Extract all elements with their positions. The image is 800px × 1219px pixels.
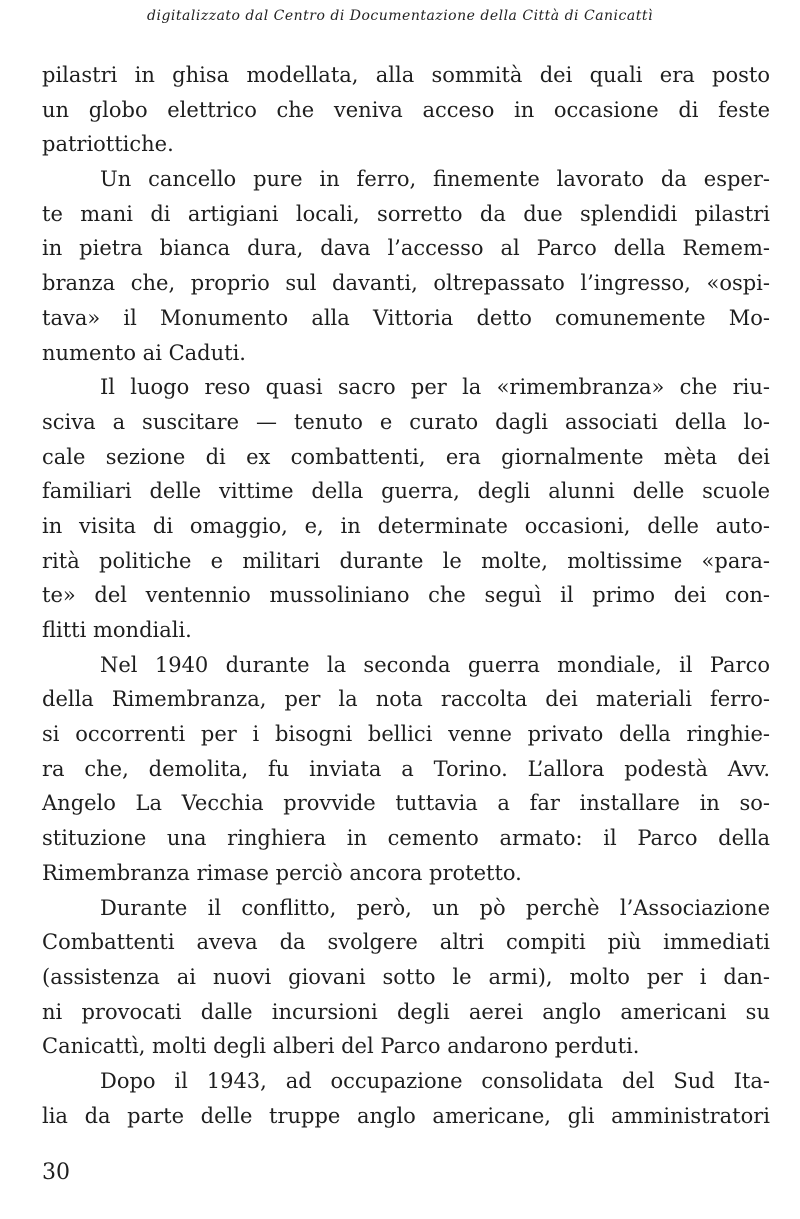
text-line: cale sezione di ex combattenti, era giornalmente mèta dei (42, 444, 770, 469)
text-line: lia da parte delle truppe anglo americane, gli amministratori (42, 1103, 770, 1128)
page-number: 30 (42, 1160, 70, 1185)
text-line: branza che, proprio sul davanti, oltrepassato l’ingresso, «ospi- (42, 271, 770, 296)
text-line: Durante il conflitto, però, un pò perchè l’Associazione (100, 895, 770, 920)
text-line: sciva a suscitare — tenuto e curato dagli associati della lo- (42, 409, 770, 434)
text-line: Un cancello pure in ferro, finemente lavorato da esper- (100, 167, 770, 192)
paragraph (42, 1064, 770, 1133)
paragraph (42, 162, 770, 370)
text-line: Rimembranza rimase perciò ancora protetto. (42, 860, 522, 885)
text-line: (assistenza ai nuovi giovani sotto le armi), molto per i dan- (42, 964, 770, 989)
text-line: si occorrenti per i bisogni bellici venne privato della ringhie- (42, 722, 770, 747)
text-line: in pietra bianca dura, dava l’accesso al Parco della Remem- (42, 236, 770, 261)
text-line: Dopo il 1943, ad occupazione consolidata del Sud Ita- (100, 1068, 770, 1093)
text-line: ni provocati dalle incursioni degli aerei anglo americani su (42, 999, 770, 1024)
text-line: Nel 1940 durante la seconda guerra mondiale, il Parco (100, 652, 770, 677)
text-line: Combattenti aveva da svolgere altri compiti più immediati (42, 930, 770, 955)
paragraph (42, 648, 770, 891)
text-line: un globo elettrico che veniva acceso in occasione di feste (42, 97, 770, 122)
text-line: rità politiche e militari durante le molte, moltissime «para- (42, 548, 770, 573)
text-line: Il luogo reso quasi sacro per la «rimembranza» che riu- (100, 375, 770, 400)
digitization-watermark: digitalizzato dal Centro di Documentazione della Città di Canicattì (147, 8, 653, 24)
text-line: Canicattì, molti degli alberi del Parco andarono perduti. (42, 1034, 640, 1059)
text-line: patriottiche. (42, 132, 174, 157)
text-line: stituzione una ringhiera in cemento armato: il Parco della (42, 826, 770, 851)
paragraph (42, 891, 770, 1064)
text-line: in visita di omaggio, e, in determinate occasioni, delle auto- (42, 513, 770, 538)
text-line: familiari delle vittime della guerra, degli alunni delle scuole (42, 479, 770, 504)
text-line: te mani di artigiani locali, sorretto da due splendidi pilastri (42, 201, 770, 226)
text-line: numento ai Caduti. (42, 340, 246, 365)
text-line: ra che, demolita, fu inviata a Torino. L’allora podestà Avv. (42, 756, 770, 781)
body-text (42, 58, 770, 1133)
text-line: flitti mondiali. (42, 618, 192, 642)
text-line: della Rimembranza, per la nota raccolta dei materiali ferro- (42, 687, 770, 712)
text-line: pilastri in ghisa modellata, alla sommità dei quali era posto (42, 63, 770, 87)
text-line: tava» il Monumento alla Vittoria detto comunemente Mo- (42, 305, 770, 330)
text-line: Angelo La Vecchia provvide tuttavia a far installare in so- (42, 791, 770, 816)
paragraph (42, 58, 770, 162)
paragraph (42, 370, 770, 648)
text-line: te» del ventennio mussoliniano che seguì il primo dei con- (42, 583, 770, 608)
